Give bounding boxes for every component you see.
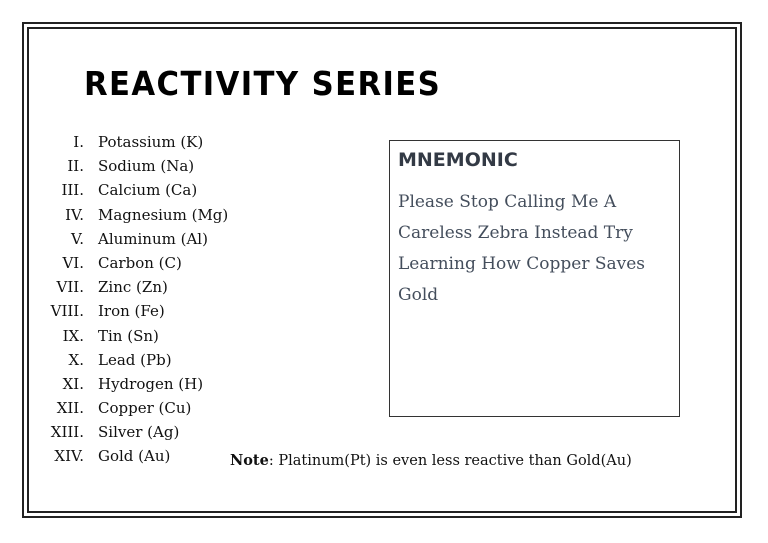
list-item [40,178,228,202]
page-title: REACTIVITY SERIES [84,64,442,103]
mnemonic-box [389,140,680,417]
list-item [40,154,228,178]
list-item-label: Tin (Sn) [98,326,159,345]
list-item [40,396,228,420]
list-item-number: IX. [62,326,84,345]
list-item-label: Gold (Au) [98,447,171,466]
list-item-label: Lead (Pb) [98,350,172,369]
list-item-label: Carbon (C) [98,253,182,272]
list-item-number: XIV. [54,447,84,466]
list-item-number: V. [71,229,84,248]
list-item [40,251,228,275]
list-item [40,275,228,299]
list-item-label: Iron (Fe) [98,302,165,321]
list-item-number: XIII. [50,423,84,442]
note-body: : Platinum(Pt) is even less reactive than Gold(Au) [268,453,632,469]
list-item-number: X. [68,350,84,369]
list-item-label: Silver (Ag) [98,423,180,442]
list-item-label: Copper (Cu) [98,399,192,418]
list-item [40,130,228,154]
list-item-number: VIII. [50,302,84,321]
list-item-label: Hydrogen (H) [98,374,204,393]
list-item-label: Potassium (K) [98,133,204,151]
list-item-label: Aluminum (Al) [98,229,208,248]
list-item-number: VII. [56,278,84,297]
list-item [40,299,228,323]
list-item [40,420,228,444]
list-item-number: XII. [56,399,84,418]
list-item [40,348,228,372]
list-item [40,203,228,227]
mnemonic-text: Please Stop Calling Me A Careless Zebra Instead Try Learning How Copper Saves Gold [398,192,646,305]
list-item-number: I. [73,133,84,151]
list-item-label: Calcium (Ca) [98,181,198,200]
list-item [40,227,228,251]
list-item-label: Zinc (Zn) [98,278,168,297]
list-item-label: Magnesium (Mg) [98,205,229,224]
note-text [230,452,632,469]
note-label: Note [230,452,269,469]
list-item-number: XI. [62,374,84,393]
list-item [40,324,228,348]
mnemonic-title: MNEMONIC [398,149,518,171]
reactivity-list [40,130,228,469]
list-item-label: Sodium (Na) [98,157,195,176]
list-item-number: VI. [62,253,84,272]
list-item-number: IV. [65,205,84,224]
list-item [40,444,228,468]
list-item [40,372,228,396]
list-item-number: II. [67,157,84,176]
list-item-number: III. [61,181,84,200]
